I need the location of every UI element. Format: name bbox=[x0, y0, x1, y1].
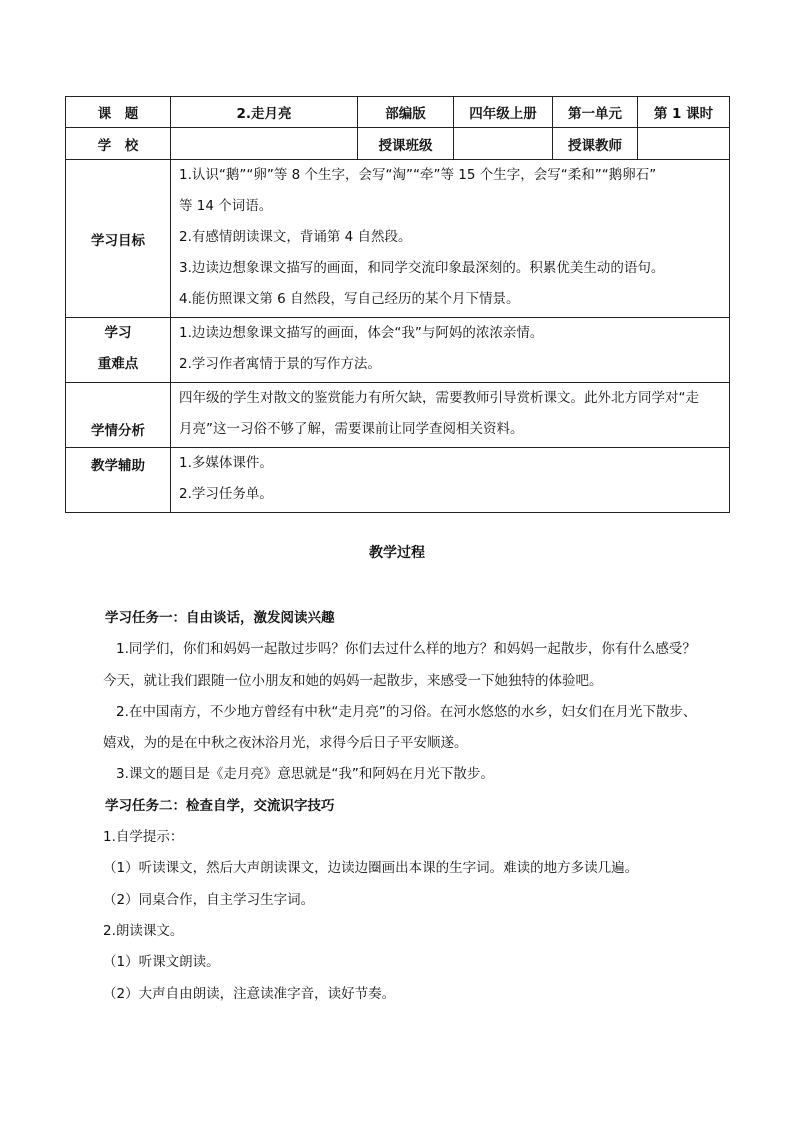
goal-line: 等 14 个词语。 bbox=[179, 198, 273, 214]
info-row-title bbox=[66, 97, 730, 128]
edition-value: 部编版 bbox=[358, 97, 454, 128]
aid-line: 2.学习任务单。 bbox=[179, 486, 273, 502]
grade-value: 四年级上册 bbox=[454, 97, 553, 128]
task2-line: （1）听读课文，然后大声朗读课文，边读边圈画出本课的生字词。难读的地方多读几遍。 bbox=[103, 860, 639, 877]
focus-label-line2: 重难点 bbox=[97, 356, 139, 372]
analysis-line: 月亮”这一习俗不够了解，需要课前让同学查阅相关资料。 bbox=[179, 421, 524, 437]
info-row-goals bbox=[66, 160, 730, 318]
info-row-analysis bbox=[66, 383, 730, 448]
class-value bbox=[454, 128, 553, 160]
task2-line: 1.自学提示： bbox=[103, 829, 184, 846]
analysis-label: 学情分析 bbox=[66, 383, 171, 448]
teacher-label: 授课教师 bbox=[553, 128, 638, 160]
focus-content bbox=[171, 318, 730, 383]
class-label: 授课班级 bbox=[358, 128, 454, 160]
task1-line: 今天，就让我们跟随一位小朋友和她的妈妈一起散步，来感受一下她独特的体验吧。 bbox=[103, 672, 603, 689]
lesson-number-value: 第 1 课时 bbox=[638, 97, 730, 128]
aid-line: 1.多媒体课件。 bbox=[179, 455, 273, 471]
aids-label: 教学辅助 bbox=[66, 448, 171, 513]
analysis-content bbox=[171, 383, 730, 448]
teacher-value bbox=[638, 128, 730, 160]
task1-line: 1.同学们，你们和妈妈一起散过步吗？你们去过什么样的地方？和妈妈一起散步，你有什么感受？ bbox=[116, 641, 696, 658]
task2-line: 2.朗读课文。 bbox=[103, 922, 184, 939]
aids-content bbox=[171, 448, 730, 513]
course-title-label: 课 题 bbox=[66, 97, 171, 128]
unit-value: 第一单元 bbox=[553, 97, 638, 128]
task2-line: （2）同桌合作，自主学习生字词。 bbox=[103, 891, 315, 908]
info-row-aids bbox=[66, 448, 730, 513]
focus-label bbox=[66, 318, 171, 383]
goal-line: 3.边读边想象课文描写的画面，和同学交流印象最深刻的。积累优美生动的语句。 bbox=[179, 260, 665, 276]
goal-line: 2.有感情朗读课文，背诵第 4 自然段。 bbox=[179, 229, 412, 245]
focus-line: 2.学习作者寓情于景的写作方法。 bbox=[179, 356, 381, 372]
course-title-value: 2.走月亮 bbox=[171, 97, 358, 128]
goals-content bbox=[171, 160, 730, 318]
task1-heading: 学习任务一：自由谈话，激发阅读兴趣 bbox=[105, 610, 335, 626]
analysis-line: 四年级的学生对散文的鉴赏能力有所欠缺，需要教师引导赏析课文。此外北方同学对“走 bbox=[179, 390, 699, 406]
school-value bbox=[171, 128, 358, 160]
goal-line: 4.能仿照课文第 6 自然段，写自己经历的某个月下情景。 bbox=[179, 291, 520, 307]
task1-line: 3.课文的题目是《走月亮》意思就是“我”和阿妈在月光下散步。 bbox=[116, 766, 494, 783]
process-title: 教学过程 bbox=[369, 545, 425, 561]
school-label: 学 校 bbox=[66, 128, 171, 160]
task2-line: （2）大声自由朗读，注意读准字音，读好节奏。 bbox=[103, 985, 396, 1002]
process-body bbox=[103, 603, 743, 1010]
lesson-info-table bbox=[65, 96, 730, 513]
focus-label-line1: 学习 bbox=[104, 325, 132, 341]
task2-heading: 学习任务二：检查自学，交流识字技巧 bbox=[105, 797, 335, 814]
info-row-focus bbox=[66, 318, 730, 383]
goals-label: 学习目标 bbox=[66, 160, 171, 318]
info-row-school bbox=[66, 128, 730, 160]
focus-line: 1.边读边想象课文描写的画面，体会“我”与阿妈的浓浓亲情。 bbox=[179, 325, 544, 341]
task1-line: 嬉戏，为的是在中秋之夜沐浴月光，求得今后日子平安顺遂。 bbox=[103, 735, 468, 752]
goal-line: 1.认识“鹅”“卵”等 8 个生字，会写“淘”“牵”等 15 个生字，会写“柔和”“鹅卵石” bbox=[179, 167, 657, 183]
task1-line: 2.在中国南方，不少地方曾经有中秋“走月亮”的习俗。在河水悠悠的水乡，妇女们在月光下散步、 bbox=[116, 703, 697, 720]
task2-line: （1）听课文朗读。 bbox=[103, 954, 220, 971]
